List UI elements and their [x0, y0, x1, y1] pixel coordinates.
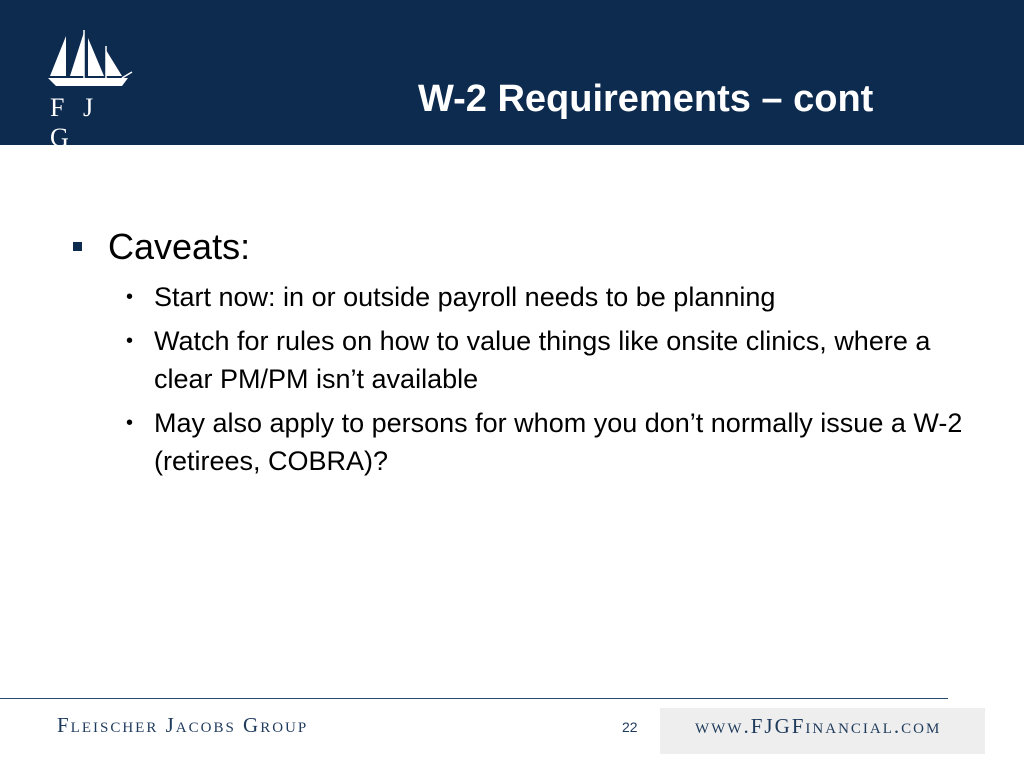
list-item-text: Start now: in or outside payroll needs to be planning — [154, 282, 776, 312]
logo-text: F J G — [50, 93, 100, 152]
footer-website: www.FJGFinancial.com — [695, 714, 942, 738]
list-item-text: Watch for rules on how to value things like onsite clinics, where a clear PM/PM isn’t available — [154, 326, 931, 394]
slide-header — [0, 0, 1024, 152]
slide-title: W-2 Requirements – cont — [418, 78, 874, 120]
main-bullet-text: Caveats: — [108, 226, 251, 267]
footer-website-box — [660, 708, 985, 754]
slide-content — [0, 145, 1024, 695]
round-bullet-icon: • — [126, 330, 134, 352]
footer-company-name: Fleischer Jacobs Group — [57, 713, 309, 737]
list-item — [123, 404, 963, 480]
page-number: 22 — [622, 719, 638, 735]
list-item — [123, 278, 963, 316]
footer-divider — [0, 698, 948, 699]
list-item — [123, 322, 963, 398]
square-bullet-icon — [73, 242, 82, 251]
round-bullet-icon: • — [126, 412, 134, 434]
round-bullet-icon: • — [126, 286, 134, 308]
list-item-text: May also apply to persons for whom you don’t normally issue a W-2 (retirees, COBRA)? — [154, 408, 963, 476]
sub-bullet-list — [123, 278, 963, 486]
main-bullet — [73, 227, 973, 267]
